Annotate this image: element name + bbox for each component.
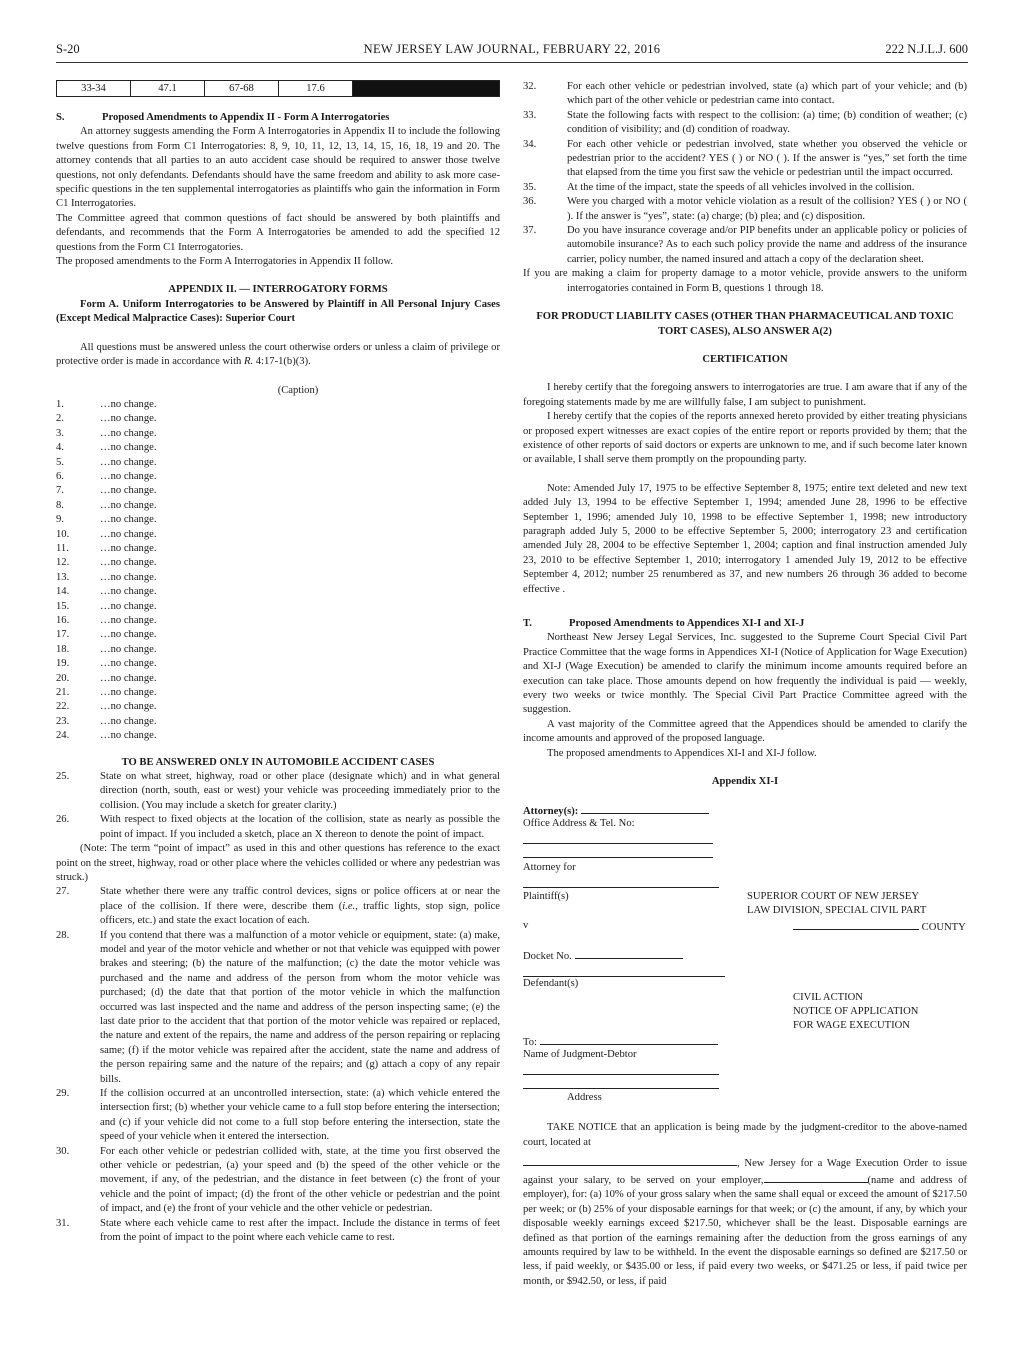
county-field: COUNTY bbox=[793, 919, 966, 935]
take-notice-paragraph: TAKE NOTICE that an application is being made by the judgment-creditor to the above-named court, located at bbox=[523, 1122, 967, 1148]
left-column bbox=[56, 80, 500, 1245]
paragraph: An attorney suggests amending the Form A Interrogatories in Appendix II to include the following twelve questions from Form C1 Interrogatories: 8, 9, 10, 11, 12, 13, 14, 15, 16, 18, 19 and 20. The attorney contends that all parties to an auto accident case should be required to answer those twelve questions, not only defendants. Defendants should have the same freedom and ability to ask more case-specific questions in the ten supplemental interrogatories as plaintiffs who gain the information in Form C1 Interrogatories. bbox=[56, 126, 500, 210]
list-item: 33. State the following facts with respect to the collision: (a) time; (b) condition of weather; (c) condition of visibility; and (d) condition of roadway. bbox=[523, 109, 967, 136]
list-item: 21. …no change. bbox=[56, 687, 157, 699]
list-item: 27. State whether there were any traffic control devices, signs or police officers at or near the place of the collision. If there were, describe them (i.e., traffic lights, stop sign, police officers, etc.) and state the exact location of each. bbox=[56, 886, 500, 927]
court-division: LAW DIVISION, SPECIAL CIVIL PART bbox=[747, 905, 927, 917]
list-item: 35. At the time of the impact, state the speeds of all vehicles involved in the collision. bbox=[523, 181, 915, 193]
list-item: 2. …no change. bbox=[56, 413, 157, 425]
paragraph: Northeast New Jersey Legal Services, Inc. suggested to the Supreme Court Special Civil Part Practice Committee that the wage forms in Appendices XI-I (Notice of Application for Wage Execution) and XI-J (Wage Execution) be amended to clarify the minimum income amounts required before an execution can take place. Those amounts depend on how frequently the individual is paid — weekly, every two weeks or twice monthly. The Special Civil Part Practice Committee agreed with the suggestion. bbox=[523, 632, 967, 716]
appendix-title: APPENDIX II. — INTERROGATORY FORMS bbox=[168, 284, 388, 296]
blank-line bbox=[523, 887, 719, 888]
auto-cases-heading: TO BE ANSWERED ONLY IN AUTOMOBILE ACCIDENT CASES bbox=[121, 756, 435, 768]
table-cell: 47.1 bbox=[131, 81, 205, 96]
list-item: 29. If the collision occurred at an uncontrolled intersection, state: (a) which vehicle entered the intersection first; (b) whether your vehicle came to a full stop before entering the intersection; and (c) if your vehicle did not come to a full stop before entering the intersection, state the speed of your vehicle when it entered the intersection. bbox=[56, 1088, 500, 1143]
table-cell: 67-68 bbox=[205, 81, 279, 96]
list-item: 16. …no change. bbox=[56, 615, 157, 626]
blank-line bbox=[523, 1088, 719, 1089]
plaintiffs-label: Plaintiff(s) bbox=[523, 891, 569, 903]
list-item: 28. If you contend that there was a malfunction of a motor vehicle or equipment, state: (a) make, model and year of the motor vehicle and whether or not that vehicle was equipped with power brakes and steering; (b) the nature of the malfunction; (c) the date the motor vehicle was purchased and the name and address of the person from whom the motor vehicle was purchased; (d) the date that that portion of the motor vehicle in which the malfunction occurred was last inspected and the name and address of the person inspecting same; (e) the last date prior to the accident that that portion of the motor vehicle was repaired or replaced, the nature and extent of the repairs, the name and address of the person repairing or replacing same; (f) if the motor vehicle was repaired after the accident, state the name and address of the person repairing same and the nature of the repairs; and (g) attach a copy of any repair bills. bbox=[56, 929, 500, 1085]
blank-line bbox=[523, 1155, 737, 1166]
product-liability-heading: FOR PRODUCT LIABILITY CASES (OTHER THAN PHARMACEUTICAL AND TOXIC TORT CASES), ALSO ANSWER A(2) bbox=[536, 311, 954, 337]
list-item: 4. …no change. bbox=[56, 442, 157, 454]
list-item: 7. …no change. bbox=[56, 485, 157, 497]
no-change-list bbox=[56, 398, 500, 744]
blank-line bbox=[540, 1034, 718, 1045]
appendix-xi-i-title: Appendix XI-I bbox=[711, 776, 779, 788]
notice-title-2: FOR WAGE EXECUTION bbox=[793, 1020, 910, 1032]
list-item: 31. State where each vehicle came to rest after the impact. Include the distance in terms of feet from the point of impact to the point where each vehicle came to rest. bbox=[56, 1217, 500, 1244]
list-item: 18. …no change. bbox=[56, 643, 157, 655]
attorneys-field: Attorney(s): bbox=[523, 803, 709, 819]
caption-label: (Caption) bbox=[277, 384, 319, 396]
page-number: S-20 bbox=[56, 42, 80, 56]
carryover-table-row bbox=[56, 80, 500, 97]
blank-line bbox=[523, 857, 713, 858]
list-item: 37. Do you have insurance coverage and/or PIP benefits under an applicable policy or policies of automobile insurance? As to each such policy provide the name and address of the insurance carrier, policy number, the named insured and attach a copy of the declaration sheet. bbox=[523, 225, 967, 265]
address-label: Address bbox=[567, 1092, 602, 1104]
list-item: 17. …no change. bbox=[56, 629, 157, 641]
list-item: 22. …no change. bbox=[56, 701, 157, 713]
list-item: 6. …no change. bbox=[56, 470, 157, 482]
list-item: 14. …no change. bbox=[56, 586, 157, 598]
intro-paragraph: All questions must be answered unless the court otherwise orders or unless a claim of privilege or protective order is made in accordance with R. 4:17-1(b)(3). bbox=[56, 341, 500, 368]
table-shaded-cell bbox=[353, 81, 499, 96]
to-field: To: bbox=[523, 1034, 718, 1050]
list-item: 9. …no change. bbox=[56, 514, 157, 526]
defendants-label: Defendant(s) bbox=[523, 978, 579, 990]
paragraph: The proposed amendments to Appendices XI-I and XI-J follow. bbox=[547, 747, 817, 759]
section-letter: S. bbox=[56, 112, 65, 123]
list-item: 32. For each other vehicle or pedestrian involved, state (a) which part of your vehicle; and (b) which part of the other vehicle or pedestrian came into contact. bbox=[523, 81, 967, 107]
versus-label: v bbox=[523, 920, 529, 932]
notice-title: NOTICE OF APPLICATION bbox=[793, 1006, 919, 1018]
auto-questions-list-2 bbox=[56, 885, 500, 1245]
blank-line bbox=[793, 919, 919, 930]
paragraph: A vast majority of the Committee agreed that the Appendices should be amended to clarify the income amounts and approved of the proposed language. bbox=[523, 718, 967, 745]
paragraph: The Committee agreed that common questions of fact should be answered by both plaintiffs and defendants, and recommends that the Form A Interrogatories be amended to add the specified 12 questions from the Form C1 Interrogatories. bbox=[56, 212, 500, 253]
list-item: 5. …no change. bbox=[56, 456, 157, 468]
section-s-heading bbox=[56, 111, 500, 125]
wage-execution-paragraph: , New Jersey for a Wage Execution Order to issue against your salary, to be served on your employer, (name and address of employer), for: (a) 10% of your gross salary when the same shall equal or exceed the amount of $217.50 per week; or (b) 25% of your disposable earnings for that week; or (c) the amount, if any, by which your disposable weekly earnings exceed $217.50, whichever shall be the least. Disposable earnings are defined as that portion of the earnings remaining after the deduction from the gross earnings of any amounts required by law to be withheld. In the event the disposable earnings so defined are $217.50 or less, if paid weekly, or $435.00 or less, if paid every two weeks, or $471.25 or less, if paid twice per month, or $942.50, or less, if paid bbox=[523, 1155, 967, 1289]
blank-line bbox=[523, 1074, 719, 1075]
list-item: 36. Were you charged with a motor vehicle violation as a result of the collision? YES ( ) or NO ( ). If the answer is “yes”, state: (a) charge; (b) plea; and (c) disposition. bbox=[523, 196, 967, 222]
header-rule bbox=[56, 62, 968, 63]
auto-questions-list-3 bbox=[523, 80, 967, 267]
blank-line bbox=[764, 1172, 868, 1183]
list-item: 34. For each other vehicle or pedestrian involved, state whether you observed the vehicle or pedestrian prior to the accident? YES ( ) or NO ( ). If the answer is “yes,” set forth the time that elapsed from the time you first saw the vehicle or pedestrian until the impact occurred. bbox=[523, 138, 967, 179]
table-cell: 33-34 bbox=[57, 81, 131, 96]
court-name: SUPERIOR COURT OF NEW JERSEY bbox=[747, 891, 920, 903]
office-address-label: Office Address & Tel. No: bbox=[523, 818, 635, 830]
citation: 222 N.J.L.J. 600 bbox=[885, 42, 968, 56]
attorney-for-label: Attorney for bbox=[523, 862, 576, 874]
blank-line bbox=[523, 843, 713, 844]
blank-line bbox=[575, 948, 683, 959]
list-item: 11. …no change. bbox=[56, 542, 157, 554]
certification-paragraph: I hereby certify that the foregoing answers to interrogatories are true. I am aware that if any of the foregoing statements made by me are willfully false, I am subject to punishment. bbox=[523, 382, 967, 408]
list-item: 30. For each other vehicle or pedestrian collided with, state, at the time you first observed the other vehicle or pedestrian, (a) your speed and (b) the speed of the other vehicle or the movement, if any, of the pedestrian, and the distance in feet between (c) the front of your vehicle and the point of impact; (d) the front of the other vehicle or pedestrian and the point of impact, and (e) the front of your vehicle and the other vehicle or pedestrian. bbox=[56, 1145, 500, 1215]
list-item: 25. State on what street, highway, road or other place (designate which) and in what general direction (north, south, east or west) your vehicle was proceeding immediately prior to the collision. (You may include a sketch for greater clarity.) bbox=[56, 771, 500, 811]
section-letter: T. bbox=[523, 618, 532, 629]
list-item: 10. …no change. bbox=[56, 528, 157, 540]
list-item: 23. …no change. bbox=[56, 715, 157, 727]
list-item: 15. …no change. bbox=[56, 600, 157, 612]
certification-paragraph: I hereby certify that the copies of the reports annexed hereto provided by either treating physicians or proposed expert witnesses are exact copies of the entire report or reports provided by them; that the existence of other reports of said doctors or experts are unknown to me, and if such become later known or available, I shall serve them promptly on the propounding party. bbox=[523, 411, 967, 466]
docket-field: Docket No. bbox=[523, 948, 683, 964]
list-item: 3. …no change. bbox=[56, 427, 157, 439]
list-item: 26. With respect to fixed objects at the location of the collision, state as nearly as possible the point of impact. If you included a sketch, place an X thereon to denote the point of impact. bbox=[56, 814, 500, 840]
certification-heading: CERTIFICATION bbox=[702, 353, 788, 365]
section-t-heading bbox=[523, 617, 967, 631]
list-item: 20. …no change. bbox=[56, 672, 157, 684]
table-cell: 17.6 bbox=[279, 81, 353, 96]
list-item: 1. …no change. bbox=[56, 398, 157, 410]
list-item: 24. …no change. bbox=[56, 730, 157, 742]
page-header bbox=[56, 42, 968, 60]
publication-title: NEW JERSEY LAW JOURNAL, FEBRUARY 22, 2016 bbox=[363, 42, 661, 56]
blank-line bbox=[581, 803, 709, 814]
section-title: Proposed Amendments to Appendix II - Form A Interrogatories bbox=[102, 112, 390, 123]
judgment-debtor-label: Name of Judgment-Debtor bbox=[523, 1049, 637, 1061]
list-item: 19. …no change. bbox=[56, 658, 157, 670]
paragraph: The proposed amendments to the Form A Interrogatories in Appendix II follow. bbox=[56, 256, 394, 268]
civil-action-label: CIVIL ACTION bbox=[793, 992, 863, 1004]
right-column bbox=[523, 80, 967, 1289]
section-title: Proposed Amendments to Appendices XI-I and XI-J bbox=[569, 618, 805, 629]
wage-execution-form bbox=[523, 803, 967, 1148]
note-point-of-impact: (Note: The term “point of impact” as used in this and other questions has reference to the exact point on the street, highway, road or other place where the vehicles collided or where any pedestrian was struck.) bbox=[56, 843, 500, 883]
list-item: 13. …no change. bbox=[56, 571, 157, 583]
property-damage-instruction: If you are making a claim for property damage to a motor vehicle, provide answers to the uniform interrogatories contained in Form B, questions 1 through 18. bbox=[523, 268, 967, 294]
auto-questions-list bbox=[56, 770, 500, 842]
amendment-note: Note: Amended July 17, 1975 to be effective September 8, 1975; entire text deleted and new text added July 13, 1994 to be effective September 1, 1994; amended June 28, 1996 to be effective September 1, 1996; amended July 10, 1998 to be effective September 1, 1998; new introductory paragraph added July 5, 2000 to be effective September 5, 2000; interrogatory 23 and certification amended July 28, 2004 to be effective September 1, 2004; caption and final instruction amended July 23, 2010 to be effective September 1, 2010; interrogatory 1 amended July 19, 2012 to be effective September 4, 2012; number 25 renumbered as 37, and new numbers 26 through 36 added to become effective . bbox=[523, 482, 967, 595]
list-item: 8. …no change. bbox=[56, 499, 157, 511]
form-subtitle: Form A. Uniform Interrogatories to be Answered by Plaintiff in All Personal Injury Cases (Except Medical Malpractice Cases): Superior Court bbox=[56, 298, 500, 325]
list-item: 12. …no change. bbox=[56, 557, 157, 569]
